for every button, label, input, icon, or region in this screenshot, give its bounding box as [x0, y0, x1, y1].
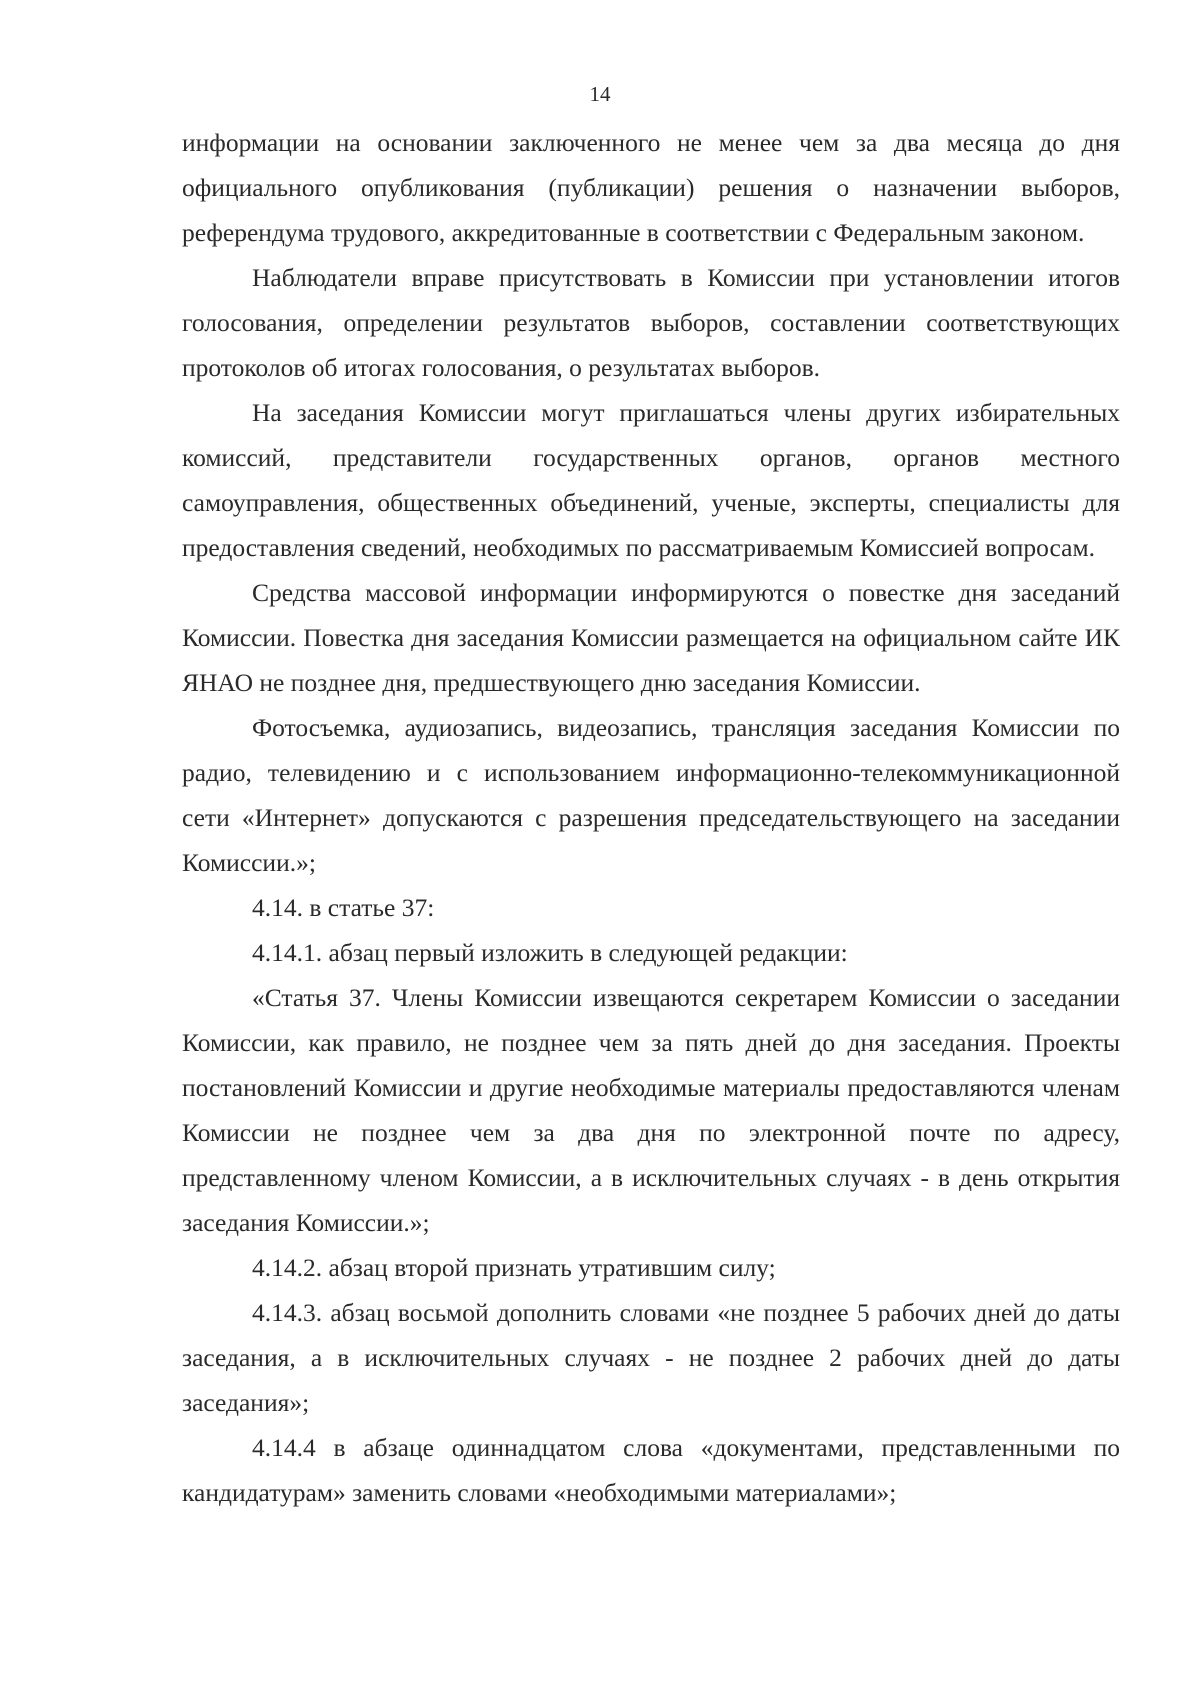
page-number: 14	[589, 82, 611, 106]
paragraph-article-37: «Статья 37. Члены Комиссии извещаются секретарем Комиссии о заседании Комиссии, как правило, не позднее чем за пять дней до дня заседания. Проекты постановлений Комиссии и другие необходимые материалы предоставляются членам Комиссии не позднее чем за два дня по электронной почте по адресу, представленному членом Комиссии, а в исключительных случаях - в день открытия заседания Комиссии.»;	[182, 983, 1120, 1237]
paragraph-item-4-14-3: 4.14.3. абзац восьмой дополнить словами «не позднее 5 рабочих дней до даты заседания, а в исключительных случаях - не позднее 2 рабочих дней до даты заседания»;	[182, 1298, 1120, 1417]
paragraph-observers: Наблюдатели вправе присутствовать в Комиссии при установлении итогов голосования, определении результатов выборов, составлении соответствующих протоколов об итогах голосования, о результатах выборов.	[182, 263, 1120, 382]
paragraph-media: Средства массовой информации информируются о повестке дня заседаний Комиссии. Повестка дня заседания Комиссии размещается на официальном сайте ИК ЯНАО не позднее дня, предшествующего дню заседания Комиссии.	[182, 578, 1120, 697]
paragraph-recording: Фотосъемка, аудиозапись, видеозапись, трансляция заседания Комиссии по радио, телевидению и с использованием информационно-телекоммуникационной сети «Интернет» допускаются с разрешения председательствующего на заседании Комиссии.»;	[182, 713, 1120, 877]
document-body	[182, 120, 1120, 1515]
paragraph-item-4-14-1: 4.14.1. абзац первый изложить в следующей редакции:	[252, 938, 848, 967]
paragraph-item-4-14: 4.14. в статье 37:	[252, 893, 435, 922]
paragraph-continuation: информации на основании заключенного не менее чем за два месяца до дня официального опубликования (публикации) решения о назначении выборов, референдума трудового, аккредитованные в соответствии с Федеральным законом.	[182, 128, 1120, 247]
paragraph-item-4-14-2: 4.14.2. абзац второй признать утратившим силу;	[252, 1253, 776, 1282]
paragraph-invitations: На заседания Комиссии могут приглашаться члены других избирательных комиссий, представители государственных органов, органов местного самоуправления, общественных объединений, ученые, эксперты, специалисты для предоставления сведений, необходимых по рассматриваемым Комиссией вопросам.	[182, 398, 1120, 562]
paragraph-item-4-14-4: 4.14.4 в абзаце одиннадцатом слова «документами, представленными по кандидатурам» заменить словами «необходимыми материалами»;	[182, 1433, 1120, 1507]
